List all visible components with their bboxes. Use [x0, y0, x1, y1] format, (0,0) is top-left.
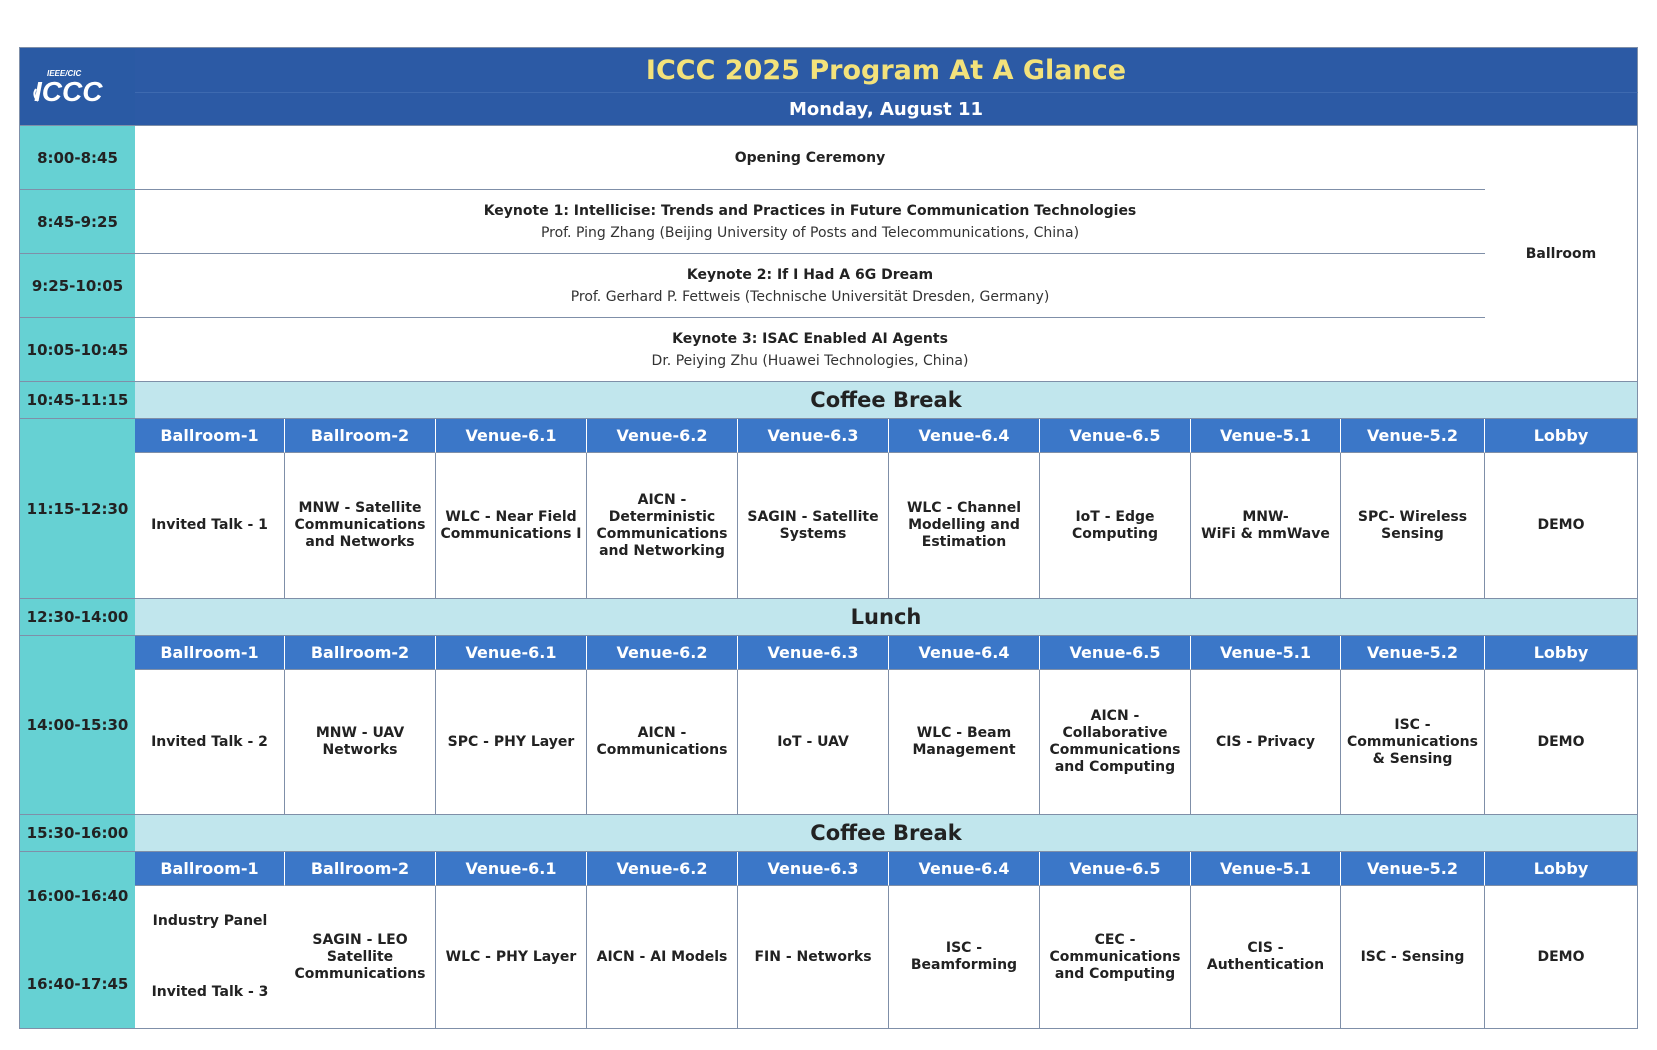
break-banner: Coffee Break — [135, 815, 1638, 852]
venue-header: Venue-6.3 — [738, 636, 889, 670]
venue-header: Venue-6.5 — [1040, 636, 1191, 670]
session-cell: Industry Panel — [135, 886, 286, 958]
break-banner: Coffee Break — [135, 382, 1638, 419]
session-title: Keynote 2: If I Had A 6G Dream — [686, 266, 934, 283]
session-title: Opening Ceremony — [734, 149, 886, 166]
plenary-room: Ballroom — [1485, 126, 1638, 382]
time-slot-a: 16:00-16:40 — [26, 887, 129, 905]
session-cell: DEMO — [1485, 453, 1638, 599]
venue-header: Venue-6.1 — [436, 852, 587, 886]
venue-header: Lobby — [1485, 852, 1638, 886]
venue-header: Venue-6.5 — [1040, 419, 1191, 453]
page-title: ICCC 2025 Program At A Glance — [135, 47, 1638, 92]
venue-header: Venue-6.2 — [587, 636, 738, 670]
session-speaker: Dr. Peiying Zhu (Huawei Technologies, China) — [651, 352, 969, 369]
time-slot: 8:45-9:25 — [19, 190, 136, 254]
session-cell: AICN - AI Models — [587, 886, 738, 1029]
svg-text:IEEE/CIC: IEEE/CIC — [46, 68, 81, 78]
time-slot: 10:45-11:15 — [19, 382, 136, 419]
session-cell: AICN - Communications — [587, 670, 738, 815]
time-slot: 8:00-8:45 — [19, 126, 136, 190]
iccc-logo-icon — [30, 67, 126, 107]
plenary-session — [135, 126, 1486, 190]
session-cell: CIS - Privacy — [1191, 670, 1341, 815]
session-cell: WLC - Channel Modelling and Estimation — [889, 453, 1040, 599]
session-cell: AICN - Deterministic Communications and Networking — [587, 453, 738, 599]
venue-header: Venue-5.1 — [1191, 636, 1341, 670]
session-cell: IoT - Edge Computing — [1040, 453, 1191, 599]
time-slot: 12:30-14:00 — [19, 599, 136, 636]
session-cell: Invited Talk - 2 — [135, 670, 285, 815]
program-schedule — [19, 47, 1638, 1029]
venue-header: Venue-5.1 — [1191, 419, 1341, 453]
session-title: Keynote 1: Intellicise: Trends and Practices in Future Communication Technologies — [483, 202, 1137, 219]
venue-header: Ballroom-1 — [135, 419, 285, 453]
session-cell: CEC - Communications and Computing — [1040, 886, 1191, 1029]
time-slot: 10:05-10:45 — [19, 318, 136, 382]
venue-header: Ballroom-1 — [135, 636, 285, 670]
session-cell: ISC - Sensing — [1341, 886, 1485, 1029]
session-cell: Invited Talk - 3 — [135, 957, 286, 1029]
session-cell: MNW - Satellite Communications and Networks — [285, 453, 436, 599]
venue-header: Venue-6.5 — [1040, 852, 1191, 886]
venue-header: Venue-6.2 — [587, 852, 738, 886]
venue-header: Venue-6.3 — [738, 852, 889, 886]
session-cell: ISC - Communications & Sensing — [1341, 670, 1485, 815]
time-slot: 9:25-10:05 — [19, 254, 136, 318]
venue-header: Ballroom-1 — [135, 852, 285, 886]
session-cell: MNW - UAV Networks — [285, 670, 436, 815]
session-cell: MNW- WiFi & mmWave — [1191, 453, 1341, 599]
session-cell: SAGIN - LEO Satellite Communications — [285, 886, 436, 1029]
plenary-session — [135, 318, 1486, 382]
venue-header: Ballroom-2 — [285, 852, 436, 886]
venue-header: Lobby — [1485, 419, 1638, 453]
venue-header: Lobby — [1485, 636, 1638, 670]
venue-header: Venue-6.1 — [436, 636, 587, 670]
session-speaker: Prof. Gerhard P. Fettweis (Technische Universität Dresden, Germany) — [570, 288, 1050, 305]
session-cell: SPC - PHY Layer — [436, 670, 587, 815]
session-cell: WLC - Near Field Communications I — [436, 453, 587, 599]
time-slot: 14:00-15:30 — [19, 636, 136, 815]
venue-header: Venue-5.2 — [1341, 852, 1485, 886]
session-cell: FIN - Networks — [738, 886, 889, 1029]
svg-text:ICCC: ICCC — [33, 75, 102, 107]
plenary-session — [135, 254, 1486, 318]
venue-header: Venue-6.3 — [738, 419, 889, 453]
venue-header: Venue-6.4 — [889, 636, 1040, 670]
time-slot: 15:30-16:00 — [19, 815, 136, 852]
time-slot-b: 16:40-17:45 — [26, 975, 129, 993]
session-cell: ISC - Beamforming — [889, 886, 1040, 1029]
session-cell: CIS - Authentication — [1191, 886, 1341, 1029]
session-cell: WLC - PHY Layer — [436, 886, 587, 1029]
iccc-logo — [19, 47, 136, 126]
session-cell: SPC- Wireless Sensing — [1341, 453, 1485, 599]
session-cell: WLC - Beam Management — [889, 670, 1040, 815]
plenary-session — [135, 190, 1486, 254]
session-cell: DEMO — [1485, 886, 1638, 1029]
session-title: Keynote 3: ISAC Enabled AI Agents — [672, 330, 948, 347]
venue-header: Ballroom-2 — [285, 419, 436, 453]
session-cell: AICN - Collaborative Communications and Computing — [1040, 670, 1191, 815]
session-cell: Invited Talk - 1 — [135, 453, 285, 599]
venue-header: Venue-5.2 — [1341, 636, 1485, 670]
session-cell: DEMO — [1485, 670, 1638, 815]
venue-header: Ballroom-2 — [285, 636, 436, 670]
session-speaker: Prof. Ping Zhang (Beijing University of Posts and Telecommunications, China) — [540, 224, 1080, 241]
session-cell: IoT - UAV — [738, 670, 889, 815]
venue-header: Venue-6.4 — [889, 419, 1040, 453]
venue-header: Venue-5.2 — [1341, 419, 1485, 453]
break-banner: Lunch — [135, 599, 1638, 636]
venue-header: Venue-6.1 — [436, 419, 587, 453]
venue-header: Venue-6.4 — [889, 852, 1040, 886]
schedule-date: Monday, August 11 — [135, 92, 1638, 126]
time-slot — [19, 852, 136, 1029]
venue-header: Venue-5.1 — [1191, 852, 1341, 886]
time-slot: 11:15-12:30 — [19, 419, 136, 599]
session-cell: SAGIN - Satellite Systems — [738, 453, 889, 599]
venue-header: Venue-6.2 — [587, 419, 738, 453]
